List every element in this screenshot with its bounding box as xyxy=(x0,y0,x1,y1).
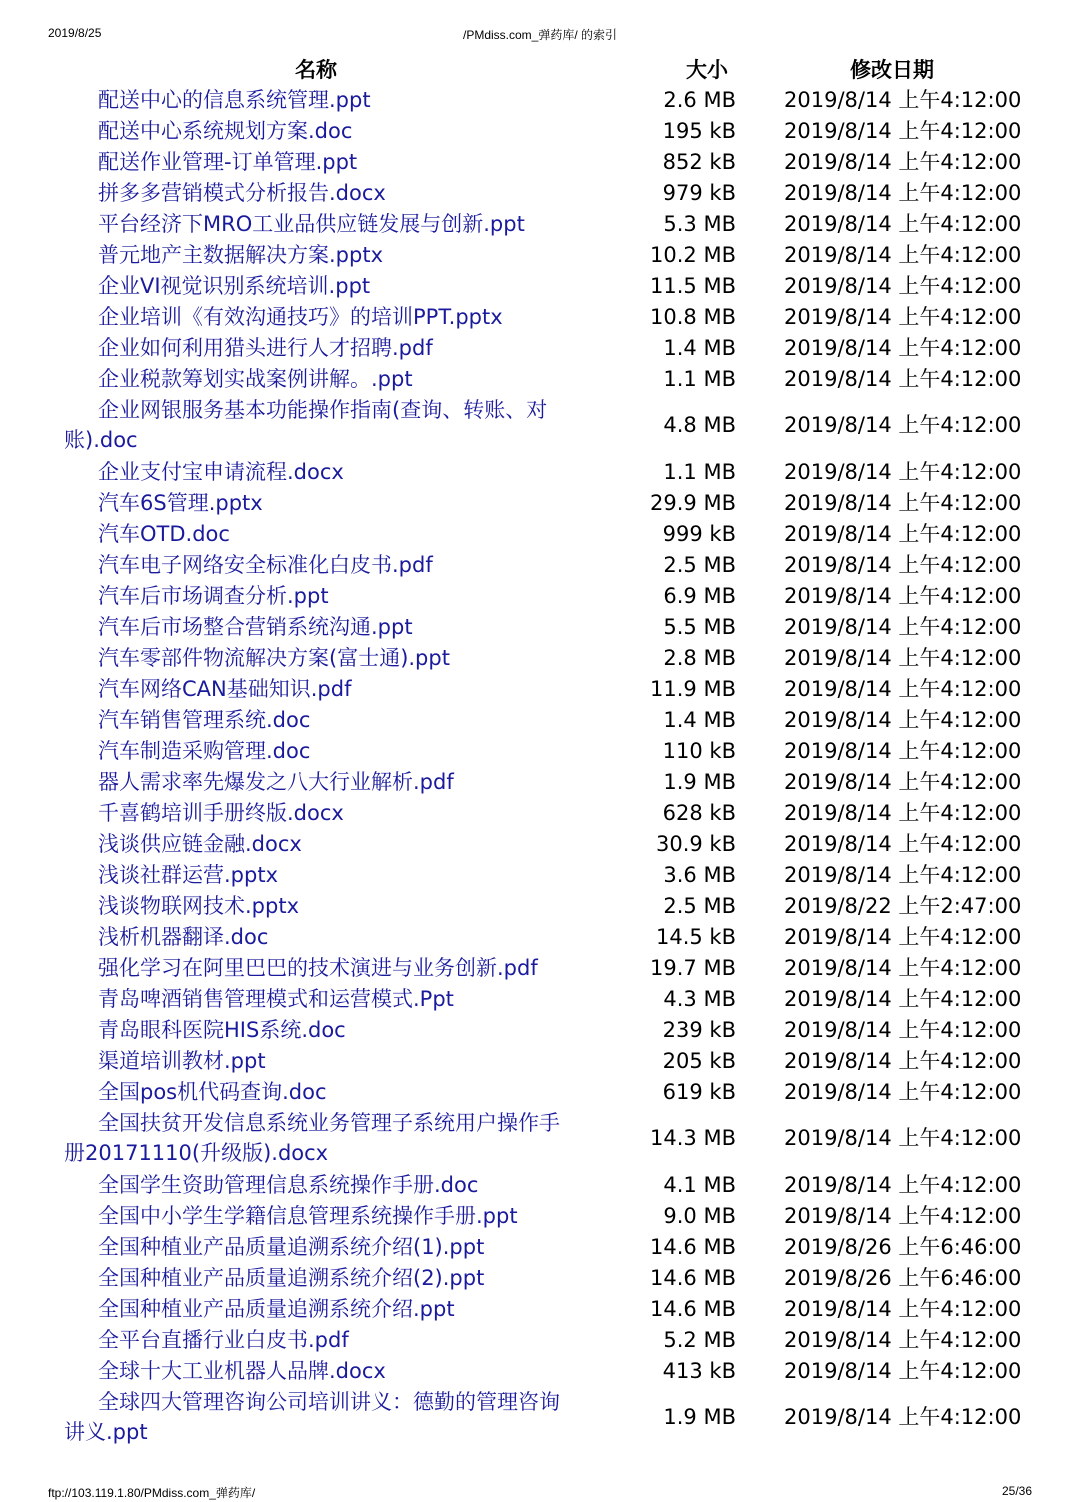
table-row xyxy=(56,115,1036,146)
table-row xyxy=(56,766,1036,797)
file-modified-date: 2019/8/14 上午4:12:00 xyxy=(784,304,1022,329)
file-modified-date: 2019/8/14 上午4:12:00 xyxy=(784,1327,1022,1352)
file-modified-date: 2019/8/26 上午6:46:00 xyxy=(784,1265,1022,1290)
table-row xyxy=(56,1324,1036,1355)
column-header-name[interactable]: 名称 xyxy=(295,58,337,82)
table-row xyxy=(56,735,1036,766)
file-name-link[interactable]: 千喜鹤培训手册终版.docx xyxy=(98,800,344,825)
file-name-link[interactable]: 汽车OTD.doc xyxy=(98,521,230,546)
file-name-link[interactable]: 汽车后市场调查分析.ppt xyxy=(98,583,329,608)
file-modified-date: 2019/8/14 上午4:12:00 xyxy=(784,769,1022,794)
table-row xyxy=(56,270,1036,301)
table-row xyxy=(56,177,1036,208)
table-row xyxy=(56,1169,1036,1200)
file-modified-date: 2019/8/14 上午4:12:00 xyxy=(784,335,1022,360)
table-row xyxy=(56,828,1036,859)
file-size: 29.9 MB xyxy=(650,490,736,515)
file-modified-date: 2019/8/14 上午4:12:00 xyxy=(784,986,1022,1011)
file-name-link[interactable]: 汽车网络CAN基础知识.pdf xyxy=(98,676,352,701)
file-size: 2.6 MB xyxy=(663,87,736,112)
table-row xyxy=(56,456,1036,487)
table-row xyxy=(56,208,1036,239)
table-row xyxy=(56,146,1036,177)
table-row xyxy=(56,518,1036,549)
table-row xyxy=(56,797,1036,828)
file-modified-date: 2019/8/14 上午4:12:00 xyxy=(784,1172,1022,1197)
file-modified-date: 2019/8/14 上午4:12:00 xyxy=(784,707,1022,732)
file-listing-table xyxy=(56,54,1036,1448)
file-size: 239 kB xyxy=(662,1017,736,1042)
file-size: 1.9 MB xyxy=(663,1405,736,1429)
file-name-link[interactable]: 全国扶贫开发信息系统业务管理子系统用户操作手册20171110(升级版).docx xyxy=(64,1111,560,1165)
file-name-link[interactable]: 浅谈物联网技术.pptx xyxy=(98,893,299,918)
file-name-link[interactable]: 配送中心系统规划方案.doc xyxy=(98,118,353,143)
file-name-link[interactable]: 浅谈社群运营.pptx xyxy=(98,862,278,887)
column-header-date[interactable]: 修改日期 xyxy=(850,58,934,82)
table-row xyxy=(56,487,1036,518)
file-name-link[interactable]: 汽车后市场整合营销系统沟通.ppt xyxy=(98,614,413,639)
file-name-link[interactable]: 平台经济下MRO工业品供应链发展与创新.ppt xyxy=(98,211,525,236)
file-size: 413 kB xyxy=(662,1358,736,1383)
file-name-link[interactable]: 器人需求率先爆发之八大行业解析.pdf xyxy=(98,769,454,794)
table-row xyxy=(56,84,1036,115)
file-name-link[interactable]: 企业税款筹划实战案例讲解。.ppt xyxy=(98,366,413,391)
file-name-link[interactable]: 拼多多营销模式分析报告.docx xyxy=(98,180,386,205)
file-name-link[interactable]: 汽车电子网络安全标准化白皮书.pdf xyxy=(98,552,433,577)
file-modified-date: 2019/8/14 上午4:12:00 xyxy=(784,583,1022,608)
file-modified-date: 2019/8/14 上午4:12:00 xyxy=(784,1296,1022,1321)
file-modified-date: 2019/8/14 上午4:12:00 xyxy=(784,1405,1022,1429)
file-name-link[interactable]: 全国学生资助管理信息系统操作手册.doc xyxy=(98,1172,479,1197)
file-modified-date: 2019/8/14 上午4:12:00 xyxy=(784,1126,1022,1150)
table-row xyxy=(56,1045,1036,1076)
file-name-link[interactable]: 全国中小学生学籍信息管理系统操作手册.ppt xyxy=(98,1203,518,1228)
table-row xyxy=(56,1262,1036,1293)
file-modified-date: 2019/8/14 上午4:12:00 xyxy=(784,1017,1022,1042)
file-modified-date: 2019/8/14 上午4:12:00 xyxy=(784,1203,1022,1228)
file-size: 205 kB xyxy=(662,1048,736,1073)
table-row xyxy=(56,301,1036,332)
file-modified-date: 2019/8/14 上午4:12:00 xyxy=(784,800,1022,825)
file-name-link[interactable]: 全国种植业产品质量追溯系统介绍(2).ppt xyxy=(98,1265,485,1290)
file-listing-body xyxy=(56,84,1036,1448)
file-name-link[interactable]: 企业如何利用猎头进行人才招聘.pdf xyxy=(98,335,433,360)
file-modified-date: 2019/8/14 上午4:12:00 xyxy=(784,924,1022,949)
file-name-link[interactable]: 汽车制造采购管理.doc xyxy=(98,738,311,763)
file-modified-date: 2019/8/14 上午4:12:00 xyxy=(784,413,1022,437)
file-size: 5.5 MB xyxy=(663,614,736,639)
file-size: 4.1 MB xyxy=(663,1172,736,1197)
table-row xyxy=(56,859,1036,890)
file-modified-date: 2019/8/14 上午4:12:00 xyxy=(784,273,1022,298)
file-modified-date: 2019/8/14 上午4:12:00 xyxy=(784,1079,1022,1104)
print-url: ftp://103.119.1.80/PMdiss.com_弹药库/ xyxy=(48,1486,256,1500)
file-size: 14.6 MB xyxy=(650,1234,736,1259)
page-number: 25/36 xyxy=(1001,1484,1032,1498)
table-row xyxy=(56,394,1036,456)
file-size: 195 kB xyxy=(662,118,736,143)
file-modified-date: 2019/8/14 上午4:12:00 xyxy=(784,738,1022,763)
file-size: 5.3 MB xyxy=(663,211,736,236)
file-size: 2.5 MB xyxy=(663,552,736,577)
file-size: 14.3 MB xyxy=(650,1126,736,1150)
file-size: 619 kB xyxy=(662,1079,736,1104)
file-name-link[interactable]: 企业支付宝申请流程.docx xyxy=(98,459,344,484)
file-size: 3.6 MB xyxy=(663,862,736,887)
table-row xyxy=(56,549,1036,580)
file-size: 999 kB xyxy=(662,521,736,546)
file-name-link[interactable]: 汽车销售管理系统.doc xyxy=(98,707,311,732)
file-name-link[interactable]: 全国pos机代码查询.doc xyxy=(98,1079,327,1104)
table-row xyxy=(56,1355,1036,1386)
table-row xyxy=(56,1014,1036,1045)
file-modified-date: 2019/8/14 上午4:12:00 xyxy=(784,366,1022,391)
file-size: 1.9 MB xyxy=(663,769,736,794)
file-size: 2.8 MB xyxy=(663,645,736,670)
file-size: 11.9 MB xyxy=(650,676,736,701)
table-row xyxy=(56,1107,1036,1169)
file-name-link[interactable]: 企业网银服务基本功能操作指南(查询、转账、对账).doc xyxy=(64,398,548,452)
file-modified-date: 2019/8/14 上午4:12:00 xyxy=(784,242,1022,267)
file-name-link[interactable]: 企业VI视觉识别系统培训.ppt xyxy=(98,273,371,298)
file-size: 19.7 MB xyxy=(650,955,736,980)
table-row xyxy=(56,363,1036,394)
table-row xyxy=(56,642,1036,673)
table-header-row xyxy=(56,54,1036,84)
file-size: 6.9 MB xyxy=(663,583,736,608)
file-modified-date: 2019/8/14 上午4:12:00 xyxy=(784,521,1022,546)
file-size: 1.1 MB xyxy=(663,366,736,391)
print-header xyxy=(0,26,1080,44)
file-modified-date: 2019/8/14 上午4:12:00 xyxy=(784,955,1022,980)
file-size: 10.2 MB xyxy=(650,242,736,267)
file-modified-date: 2019/8/14 上午4:12:00 xyxy=(784,149,1022,174)
file-size: 14.6 MB xyxy=(650,1265,736,1290)
file-name-link[interactable]: 企业培训《有效沟通技巧》的培训PPT.pptx xyxy=(98,304,503,329)
file-modified-date: 2019/8/14 上午4:12:00 xyxy=(784,831,1022,856)
file-name-link[interactable]: 渠道培训教材.ppt xyxy=(98,1048,266,1073)
file-size: 10.8 MB xyxy=(650,304,736,329)
file-size: 628 kB xyxy=(662,800,736,825)
file-name-link[interactable]: 普元地产主数据解决方案.pptx xyxy=(98,242,383,267)
file-size: 4.3 MB xyxy=(663,986,736,1011)
file-size: 852 kB xyxy=(662,149,736,174)
table-row xyxy=(56,1386,1036,1448)
file-modified-date: 2019/8/14 上午4:12:00 xyxy=(784,180,1022,205)
file-size: 14.5 kB xyxy=(655,924,736,949)
file-size: 1.1 MB xyxy=(663,459,736,484)
file-modified-date: 2019/8/14 上午4:12:00 xyxy=(784,87,1022,112)
table-row xyxy=(56,952,1036,983)
file-name-link[interactable]: 全国种植业产品质量追溯系统介绍(1).ppt xyxy=(98,1234,485,1259)
file-size: 1.4 MB xyxy=(663,707,736,732)
file-name-link[interactable]: 配送中心的信息系统管理.ppt xyxy=(98,87,371,112)
file-modified-date: 2019/8/14 上午4:12:00 xyxy=(784,118,1022,143)
file-modified-date: 2019/8/14 上午4:12:00 xyxy=(784,490,1022,515)
file-name-link[interactable]: 汽车零部件物流解决方案(富士通).ppt xyxy=(98,645,450,670)
file-modified-date: 2019/8/14 上午4:12:00 xyxy=(784,459,1022,484)
file-size: 9.0 MB xyxy=(663,1203,736,1228)
file-modified-date: 2019/8/14 上午4:12:00 xyxy=(784,862,1022,887)
table-row xyxy=(56,332,1036,363)
file-name-link[interactable]: 配送作业管理-订单管理.ppt xyxy=(98,149,358,174)
file-name-link[interactable]: 汽车6S管理.pptx xyxy=(98,490,263,515)
column-header-size[interactable]: 大小 xyxy=(686,58,728,82)
file-modified-date: 2019/8/14 上午4:12:00 xyxy=(784,552,1022,577)
table-row xyxy=(56,673,1036,704)
table-row xyxy=(56,611,1036,642)
file-name-link[interactable]: 全平台直播行业白皮书.pdf xyxy=(98,1327,349,1352)
file-size: 4.8 MB xyxy=(663,413,736,437)
file-size: 2.5 MB xyxy=(663,893,736,918)
file-size: 979 kB xyxy=(662,180,736,205)
file-name-link[interactable]: 浅谈供应链金融.docx xyxy=(98,831,302,856)
file-name-link[interactable]: 强化学习在阿里巴巴的技术演进与业务创新.pdf xyxy=(98,955,538,980)
file-size: 14.6 MB xyxy=(650,1296,736,1321)
file-modified-date: 2019/8/14 上午4:12:00 xyxy=(784,645,1022,670)
file-name-link[interactable]: 全球十大工业机器人品牌.docx xyxy=(98,1358,386,1383)
table-row xyxy=(56,1293,1036,1324)
page-title: /PMdiss.com_弹药库/ 的索引 xyxy=(462,28,618,42)
file-size: 11.5 MB xyxy=(650,273,736,298)
file-name-link[interactable]: 浅析机器翻译.doc xyxy=(98,924,269,949)
file-modified-date: 2019/8/14 上午4:12:00 xyxy=(784,1358,1022,1383)
file-modified-date: 2019/8/14 上午4:12:00 xyxy=(784,614,1022,639)
file-name-link[interactable]: 青岛啤酒销售管理模式和运营模式.Ppt xyxy=(98,986,454,1011)
table-row xyxy=(56,239,1036,270)
file-size: 110 kB xyxy=(662,738,736,763)
print-footer xyxy=(0,1484,1080,1502)
file-modified-date: 2019/8/14 上午4:12:00 xyxy=(784,676,1022,701)
table-row xyxy=(56,1231,1036,1262)
file-name-link[interactable]: 全球四大管理咨询公司培训讲义：德勤的管理咨询讲义.ppt xyxy=(64,1390,560,1444)
file-name-link[interactable]: 全国种植业产品质量追溯系统介绍.ppt xyxy=(98,1296,455,1321)
file-modified-date: 2019/8/14 上午4:12:00 xyxy=(784,211,1022,236)
table-row xyxy=(56,890,1036,921)
file-modified-date: 2019/8/14 上午4:12:00 xyxy=(784,1048,1022,1073)
file-name-link[interactable]: 青岛眼科医院HIS系统.doc xyxy=(98,1017,346,1042)
table-row xyxy=(56,921,1036,952)
file-size: 1.4 MB xyxy=(663,335,736,360)
file-modified-date: 2019/8/26 上午6:46:00 xyxy=(784,1234,1022,1259)
table-row xyxy=(56,983,1036,1014)
table-row xyxy=(56,580,1036,611)
print-date: 2019/8/25 xyxy=(48,26,102,40)
file-size: 30.9 kB xyxy=(655,831,736,856)
file-modified-date: 2019/8/22 上午2:47:00 xyxy=(784,893,1022,918)
table-row xyxy=(56,1076,1036,1107)
table-row xyxy=(56,704,1036,735)
table-row xyxy=(56,1200,1036,1231)
file-size: 5.2 MB xyxy=(663,1327,736,1352)
